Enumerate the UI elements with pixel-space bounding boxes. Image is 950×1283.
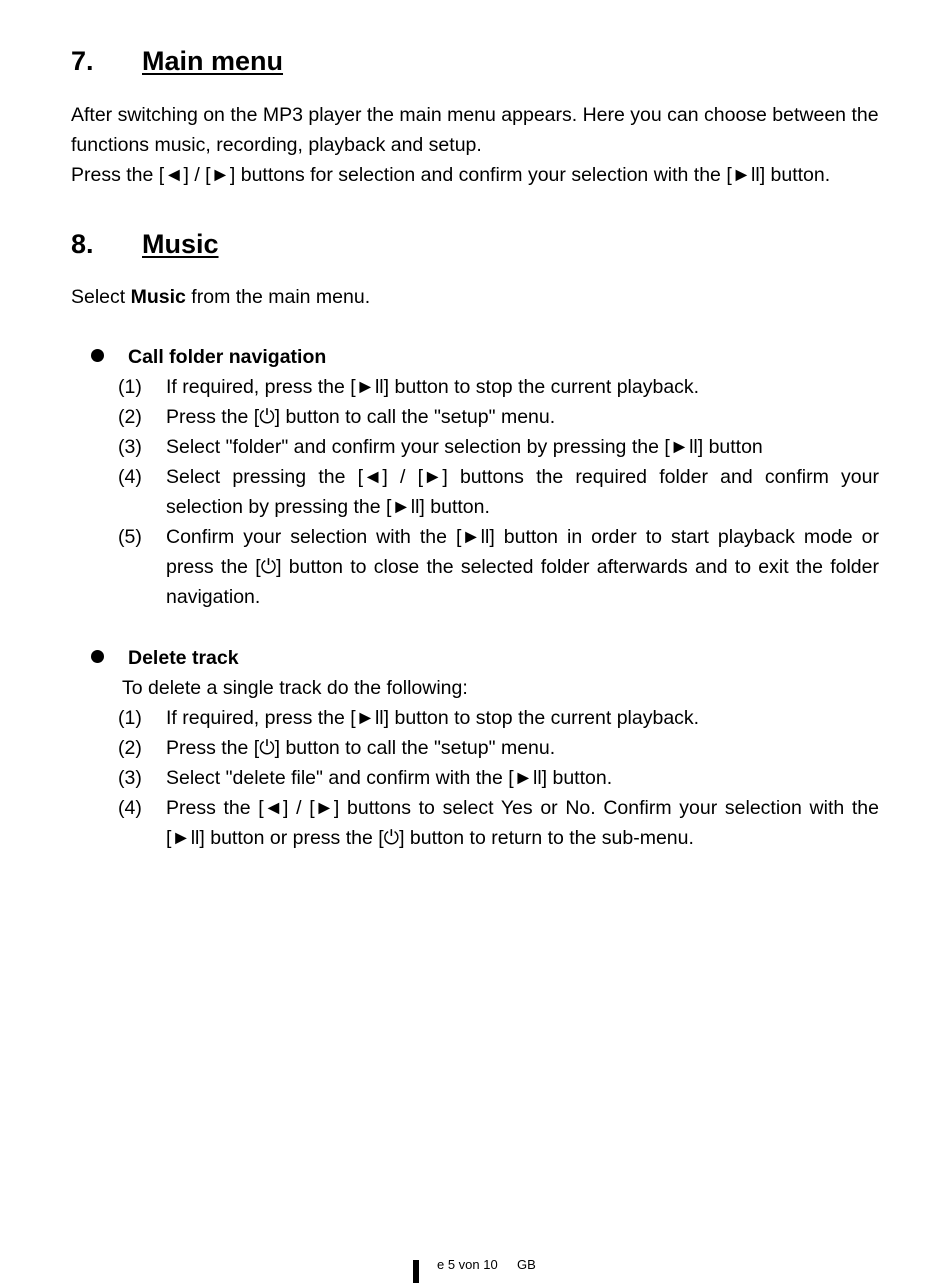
step-text: Confirm your selection with the [►ll] button in order to start playback mode or press the [⏻] button to close the selected folder afterwards and to exit the folder navigation. xyxy=(166,526,879,608)
page-number: e 5 von 10 xyxy=(437,1257,498,1272)
step-number: (4) xyxy=(118,466,142,488)
music-intro-bold: Music xyxy=(130,286,186,308)
step-text: Press the [⏻] button to call the "setup" menu. xyxy=(166,737,556,759)
step-text: Press the [◄] / [►] buttons to select Yes or No. Confirm your selection with the [►ll] button or press the [⏻] button to return to the sub-menu. xyxy=(166,797,879,849)
delete-track-step xyxy=(118,793,879,853)
delete-track-step xyxy=(118,763,879,793)
main-menu-instruction: Press the [◄] / [►] buttons for selection and confirm your selection with the [►ll] button. xyxy=(71,164,831,186)
step-number: (2) xyxy=(118,737,142,759)
footer-bar xyxy=(413,1260,419,1283)
step-number: (2) xyxy=(118,406,142,428)
folder-nav-step xyxy=(118,432,879,462)
step-text: Press the [⏻] button to call the "setup" menu. xyxy=(166,406,556,428)
heading-title: Main menu xyxy=(142,46,284,76)
main-menu-description: After switching on the MP3 player the main menu appears. Here you can choose between the functions music, recording, playback and setup. xyxy=(71,104,879,156)
heading-title: Music xyxy=(142,229,219,259)
heading-number: 7. xyxy=(71,46,94,76)
bullet-delete-track xyxy=(91,643,239,673)
step-text: Select pressing the [◄] / [►] buttons the required folder and confirm your selection by pressing the [►ll] button. xyxy=(166,466,879,518)
delete-track-step xyxy=(118,703,879,733)
heading-music xyxy=(71,228,219,260)
music-intro xyxy=(71,282,879,312)
step-number: (4) xyxy=(118,797,142,819)
bullet-call-folder-navigation xyxy=(91,342,326,372)
step-text: If required, press the [►ll] button to stop the current playback. xyxy=(166,707,700,729)
folder-nav-step xyxy=(118,402,879,432)
step-number: (1) xyxy=(118,707,142,729)
bullet-title: Delete track xyxy=(128,647,239,669)
delete-track-intro: To delete a single track do the following: xyxy=(122,677,468,699)
bullet-dot-icon xyxy=(91,349,104,362)
music-intro-post: from the main menu. xyxy=(185,286,371,308)
music-intro-pre: Select xyxy=(71,286,131,308)
step-number: (3) xyxy=(118,436,142,458)
delete-track-step xyxy=(118,733,879,763)
language-code: GB xyxy=(517,1257,536,1272)
folder-nav-step xyxy=(118,372,879,402)
folder-nav-step xyxy=(118,522,879,612)
step-text: Select "delete file" and confirm with the [►ll] button. xyxy=(166,767,613,789)
folder-nav-step xyxy=(118,462,879,522)
bullet-title: Call folder navigation xyxy=(128,346,327,368)
step-text: If required, press the [►ll] button to stop the current playback. xyxy=(166,376,700,398)
heading-number: 8. xyxy=(71,229,94,259)
step-number: (1) xyxy=(118,376,142,398)
step-number: (5) xyxy=(118,526,142,548)
step-text: Select "folder" and confirm your selection by pressing the [►ll] button xyxy=(166,436,763,458)
bullet-dot-icon xyxy=(91,650,104,663)
heading-main-menu xyxy=(71,45,283,77)
step-number: (3) xyxy=(118,767,142,789)
